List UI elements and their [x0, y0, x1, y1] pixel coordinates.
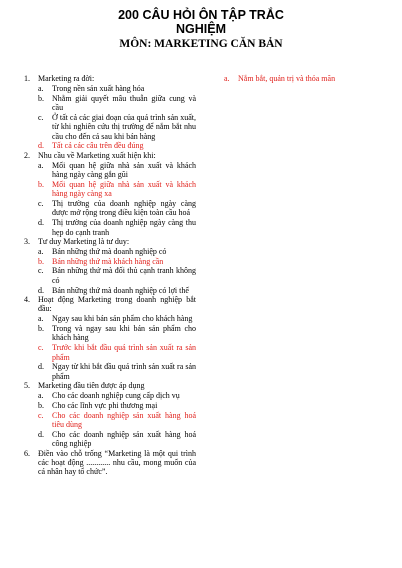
option-text: Ở tất cả các giai đoạn của quá trình sản xuất, từ khi nghiên cứu thị trường để nắm bắt nhu cầu cho đến cả sau khi bán hàng: [52, 112, 196, 141]
option-letter: a.: [38, 246, 44, 256]
option-4d: [38, 362, 196, 381]
option-text: Bán những thứ mà doanh nghiệp có: [52, 246, 167, 256]
option-text: Cho các doanh nghiệp sản xuất hàng hoá tiêu dùng: [52, 410, 196, 430]
question-1: [24, 74, 196, 151]
option-text: Thị trường của doanh nghiệp ngày càng thu hẹp do cạnh tranh: [52, 218, 196, 237]
option-1c: [38, 113, 196, 141]
option-letter: a.: [38, 160, 44, 170]
option-text: Tất cả các câu trên đều đúng: [52, 141, 144, 151]
option-text: Bán những thứ mà doanh nghiệp có lợi thế: [52, 285, 189, 295]
option-1d-correct-answer: [38, 141, 196, 150]
question-number: 3.: [24, 237, 30, 247]
option-text: Thị trường của doanh nghiệp ngày càng được mở rộng trong điều kiện toàn cầu hoá: [52, 199, 196, 218]
option-5c-correct-answer: [38, 411, 196, 430]
option-3a: [38, 247, 196, 256]
question-3: [24, 237, 196, 295]
option-letter: c.: [38, 199, 44, 209]
document-title-line-1: 200 CÂU HỎI ÔN TẬP TRẮC: [118, 8, 284, 22]
option-text: Bán những thứ mà đối thủ cạnh tranh không có: [52, 266, 196, 285]
option-letter: c.: [38, 410, 44, 420]
option-letter: d.: [38, 429, 44, 439]
option-letter: c.: [38, 343, 44, 353]
question-6: [24, 449, 196, 477]
option-letter: a.: [38, 314, 44, 324]
option-text: Nhằm giải quyết mâu thuẫn giữa cung và cầu: [52, 93, 196, 112]
question-number: 5.: [24, 381, 30, 391]
option-text: Cho các doanh nghiệp sản xuất hàng hoá công nghiệp: [52, 429, 196, 449]
question-text: Marketing đầu tiên được áp dụng: [38, 381, 145, 391]
option-text: Trước khi bắt đầu quá trình sản xuất ra sản phẩm: [52, 343, 196, 362]
question-4: [24, 295, 196, 381]
option-4a: [38, 314, 196, 323]
option-letter: c.: [38, 112, 44, 122]
option-text: Ngay từ khi bắt đầu quá trình sản xuất ra sản phẩm: [52, 362, 196, 381]
option-text: Cho các doanh nghiệp cung cấp dịch vụ: [52, 391, 180, 401]
option-letter: a.: [38, 83, 44, 93]
option-4b: [38, 324, 196, 343]
option-letter: b.: [38, 93, 44, 103]
left-column: [24, 74, 196, 477]
option-letter: d.: [38, 285, 44, 295]
option-letter: d.: [38, 218, 44, 228]
option-letter: b.: [38, 179, 44, 189]
option-text: Trong nền sản xuất hàng hóa: [52, 83, 145, 93]
option-letter: b.: [38, 400, 44, 410]
question-number: 1.: [24, 74, 30, 83]
option-letter: a.: [224, 74, 230, 84]
option-5a: [38, 391, 196, 400]
option-letter: d.: [38, 362, 44, 372]
option-5b: [38, 401, 196, 410]
option-2b-correct-answer: [38, 180, 196, 199]
question-text: Nhu cầu về Marketing xuất hiện khi:: [38, 150, 156, 160]
option-text: Bán những thứ mà khách hàng cần: [52, 256, 164, 266]
option-letter: c.: [38, 266, 44, 276]
option-3b-correct-answer: [38, 257, 196, 266]
option-text: Ngay sau khi bán sản phẩm cho khách hàng: [52, 314, 193, 324]
option-6a-correct-answer: [224, 74, 384, 83]
question-text: Marketing ra đời:: [38, 74, 95, 83]
option-3d: [38, 286, 196, 295]
option-text: Trong và ngay sau khi bán sản phẩm cho khách hàng: [52, 324, 196, 343]
option-text: Cho các lĩnh vực phi thương mại: [52, 400, 158, 410]
document-title-line-2: NGHIỆM: [176, 22, 226, 36]
question-number: 4.: [24, 295, 30, 305]
question-text: Hoạt động Marketing trong doanh nghiệp bắt đầu:: [38, 295, 196, 314]
question-5: [24, 381, 196, 448]
question-2: [24, 151, 196, 237]
option-2d: [38, 218, 196, 237]
option-letter: b.: [38, 256, 44, 266]
question-text: Điền vào chỗ trống “Marketing là một qui trình các hoạt động ............ nhu cầu, mong muốn của cá nhân hay tổ chức”.: [38, 448, 196, 477]
option-letter: d.: [38, 141, 44, 151]
option-text: Nắm bắt, quản trị và thỏa mãn: [238, 74, 336, 84]
option-letter: a.: [38, 391, 44, 401]
question-number: 2.: [24, 150, 30, 160]
question-text: Tư duy Marketing là tư duy:: [38, 237, 130, 247]
option-2c: [38, 199, 196, 218]
right-column: [224, 74, 384, 84]
option-3c: [38, 266, 196, 285]
option-letter: b.: [38, 324, 44, 334]
subject-title: MÔN: MARKETING CĂN BẢN: [119, 38, 283, 50]
option-text: Mối quan hệ giữa nhà sản xuất và khách hàng ngày càng xa: [52, 179, 196, 199]
option-1b: [38, 94, 196, 113]
option-text: Mối quan hệ giữa nhà sản xuất và khách hàng ngày càng gắn gũi: [52, 160, 196, 180]
question-number: 6.: [24, 448, 30, 458]
option-4c-correct-answer: [38, 343, 196, 362]
option-2a: [38, 161, 196, 180]
question-list: [24, 74, 196, 477]
option-1a: [38, 84, 196, 93]
option-5d: [38, 430, 196, 449]
